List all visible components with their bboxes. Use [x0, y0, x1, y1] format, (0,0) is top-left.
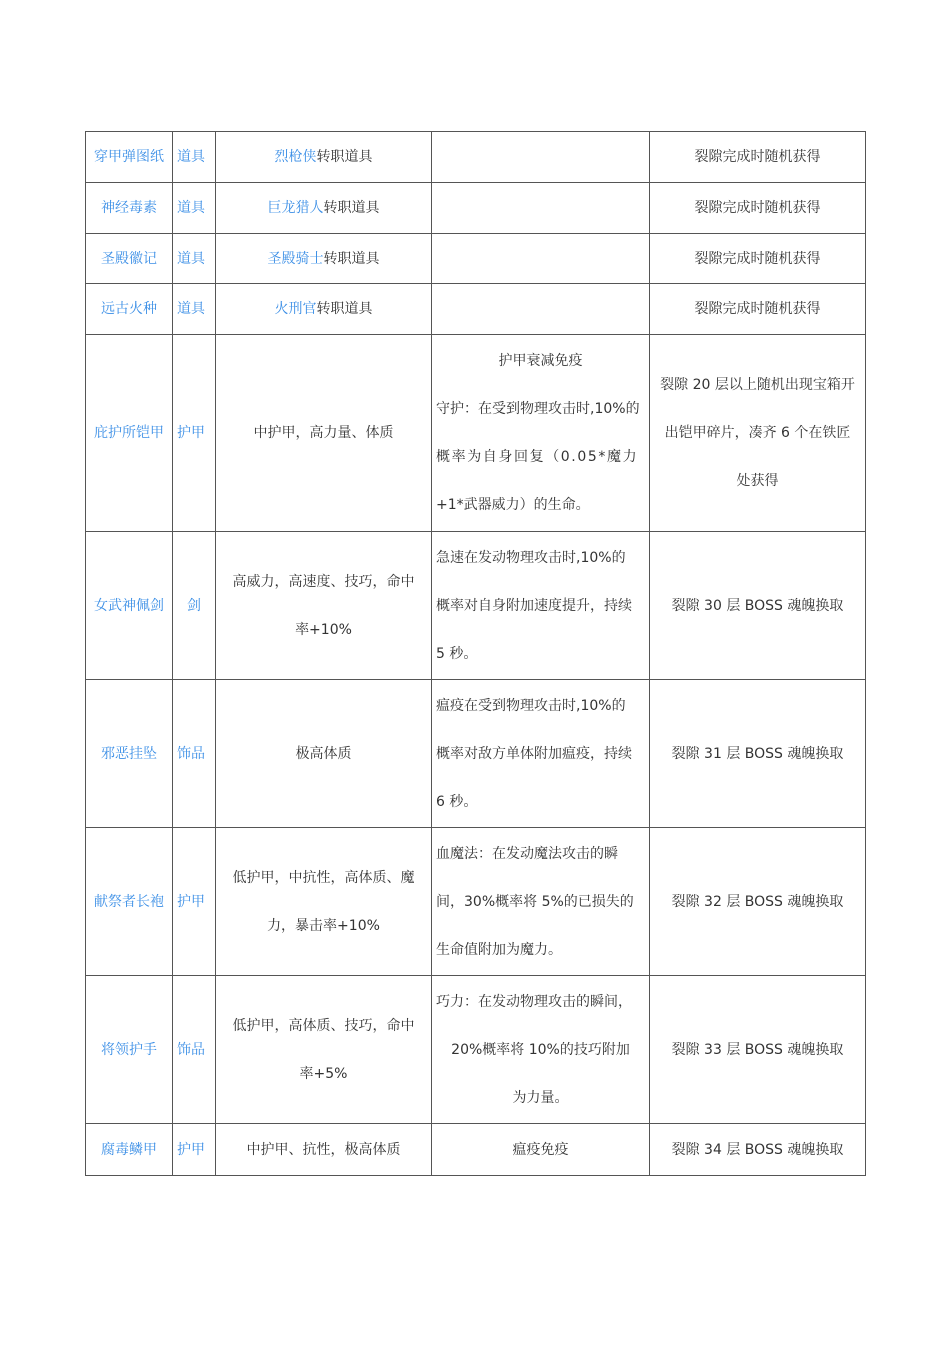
- item-effect-cell: [432, 532, 650, 680]
- source-line: 出铠甲碎片，凑齐 6 个在铁匠: [664, 425, 851, 441]
- item-name-cell[interactable]: [86, 234, 173, 284]
- attr-text: 转职道具: [316, 301, 373, 317]
- item-attr-cell: [216, 532, 432, 680]
- attr-line: 高威力，高速度、技巧，命中: [232, 573, 415, 590]
- item-type-link[interactable]: 护甲: [177, 1141, 205, 1158]
- item-type-link[interactable]: 道具: [177, 301, 205, 317]
- item-name-cell[interactable]: [86, 284, 173, 335]
- source-text: 裂隙完成时随机获得: [694, 200, 821, 216]
- item-attr-cell: [216, 335, 432, 532]
- item-source-cell: [650, 976, 866, 1124]
- item-name-link[interactable]: 圣殿徽记: [101, 250, 157, 267]
- item-source-cell: [650, 828, 866, 976]
- item-name-link[interactable]: 腐毒鳞甲: [101, 1141, 157, 1158]
- attr-text: 中护甲、抗性，极高体质: [246, 1141, 401, 1158]
- attr-text: 转职道具: [323, 250, 380, 267]
- attr-line: 低护甲，中抗性，高体质、魔: [232, 869, 415, 886]
- effect-line: 6 秒。: [436, 793, 478, 810]
- attr-line: 率+5%: [299, 1065, 348, 1082]
- effect-line: 守护：在受到物理攻击时,10%的: [436, 401, 640, 417]
- table-row: [86, 335, 866, 532]
- source-line: 处获得: [736, 473, 779, 489]
- table-row: [86, 132, 866, 183]
- source-text: 裂隙 34 层 BOSS 魂魄换取: [671, 1141, 844, 1158]
- attr-line: 中护甲，高力量、体质: [253, 425, 394, 441]
- source-text: 裂隙 32 层 BOSS 魂魄换取: [671, 893, 844, 910]
- item-name-link[interactable]: 神经毒素: [101, 200, 157, 216]
- item-source-cell: [650, 234, 866, 284]
- item-source-cell: [650, 1124, 866, 1176]
- item-type-cell[interactable]: [173, 335, 216, 532]
- attr-line: 率+10%: [295, 621, 352, 638]
- source-text: 裂隙 30 层 BOSS 魂魄换取: [671, 597, 844, 614]
- item-type-cell[interactable]: [173, 976, 216, 1124]
- item-effect-cell: [432, 335, 650, 532]
- item-source-cell: [650, 680, 866, 828]
- effect-line: 急速在发动物理攻击时,10%的: [436, 549, 626, 566]
- item-attr-cell: [216, 284, 432, 335]
- item-effect-cell: [432, 132, 650, 183]
- item-attr-cell: [216, 234, 432, 284]
- effect-line: 为力量。: [512, 1089, 569, 1106]
- table-row: [86, 976, 866, 1124]
- item-name-link[interactable]: 庇护所铠甲: [94, 425, 164, 441]
- item-attr-cell: [216, 183, 432, 234]
- item-attr-cell: [216, 976, 432, 1124]
- table-row: [86, 183, 866, 234]
- item-type-cell[interactable]: [173, 183, 216, 234]
- item-name-link[interactable]: 女武神佩剑: [94, 597, 164, 614]
- effect-line: 血魔法：在发动魔法攻击的瞬: [436, 845, 618, 862]
- source-text: 裂隙 33 层 BOSS 魂魄换取: [671, 1041, 844, 1058]
- item-name-link[interactable]: 邪恶挂坠: [101, 745, 157, 762]
- equipment-table: [85, 131, 866, 1176]
- item-attr-cell: [216, 132, 432, 183]
- item-effect-cell: [432, 680, 650, 828]
- item-source-cell: [650, 132, 866, 183]
- item-type-link[interactable]: 饰品: [177, 1041, 205, 1058]
- effect-line: 间，30%概率将 5%的已损失的: [436, 893, 634, 910]
- item-type-cell[interactable]: [173, 284, 216, 335]
- item-type-link[interactable]: 护甲: [177, 893, 205, 910]
- item-source-cell: [650, 335, 866, 532]
- effect-title: 护甲衰减免疫: [498, 353, 583, 369]
- effect-line: 瘟疫在受到物理攻击时,10%的: [436, 697, 626, 714]
- item-type-cell[interactable]: [173, 1124, 216, 1176]
- item-name-cell[interactable]: [86, 1124, 173, 1176]
- item-type-cell[interactable]: [173, 680, 216, 828]
- item-name-cell[interactable]: [86, 183, 173, 234]
- table-row: [86, 284, 866, 335]
- attr-text: 转职道具: [316, 149, 373, 165]
- table-row: [86, 1124, 866, 1176]
- item-type-cell[interactable]: [173, 132, 216, 183]
- class-link[interactable]: 烈枪侠: [274, 149, 317, 165]
- effect-line: 概率为自身回复（0.05*魔力: [436, 449, 639, 465]
- item-name-cell[interactable]: [86, 828, 173, 976]
- item-source-cell: [650, 532, 866, 680]
- item-effect-cell: [432, 284, 650, 335]
- effect-line: 概率对敌方单体附加瘟疫，持续: [436, 745, 632, 762]
- source-text: 裂隙完成时随机获得: [694, 301, 821, 317]
- item-type-cell[interactable]: [173, 828, 216, 976]
- attr-text: 转职道具: [323, 200, 380, 216]
- effect-line: 生命值附加为魔力。: [436, 941, 562, 958]
- item-effect-cell: [432, 976, 650, 1124]
- item-effect-cell: [432, 183, 650, 234]
- item-type-cell[interactable]: [173, 234, 216, 284]
- table-row: [86, 828, 866, 976]
- item-effect-cell: [432, 234, 650, 284]
- class-link[interactable]: 圣殿骑士: [267, 250, 324, 267]
- item-name-cell[interactable]: [86, 680, 173, 828]
- class-link[interactable]: 巨龙猎人: [267, 200, 324, 216]
- item-type-cell[interactable]: [173, 532, 216, 680]
- item-name-link[interactable]: 献祭者长袍: [94, 893, 164, 910]
- item-type-link[interactable]: 饰品: [177, 745, 205, 762]
- attr-text: 极高体质: [295, 745, 352, 762]
- effect-text: 瘟疫免疫: [512, 1141, 569, 1158]
- source-line: 裂隙 20 层以上随机出现宝箱开: [660, 377, 855, 393]
- table-row: [86, 234, 866, 284]
- item-attr-cell: [216, 1124, 432, 1176]
- item-type-link[interactable]: 道具: [177, 250, 205, 267]
- item-name-link[interactable]: 将领护手: [101, 1041, 157, 1058]
- source-text: 裂隙完成时随机获得: [694, 250, 821, 267]
- effect-line: +1*武器威力）的生命。: [436, 497, 590, 513]
- item-name-cell[interactable]: [86, 132, 173, 183]
- source-text: 裂隙 31 层 BOSS 魂魄换取: [671, 745, 844, 762]
- item-type-link[interactable]: 道具: [177, 200, 205, 216]
- effect-line: 5 秒。: [436, 645, 478, 662]
- item-type-link[interactable]: 剑: [187, 597, 201, 614]
- item-source-cell: [650, 183, 866, 234]
- item-name-cell[interactable]: [86, 976, 173, 1124]
- effect-line: 巧力：在发动物理攻击的瞬间，: [436, 993, 632, 1010]
- class-link[interactable]: 火刑官: [274, 301, 317, 317]
- item-attr-cell: [216, 680, 432, 828]
- item-attr-cell: [216, 828, 432, 976]
- item-type-link[interactable]: 护甲: [177, 425, 205, 441]
- item-effect-cell: [432, 1124, 650, 1176]
- item-source-cell: [650, 284, 866, 335]
- source-text: 裂隙完成时随机获得: [694, 149, 821, 165]
- effect-line: 20%概率将 10%的技巧附加: [451, 1041, 630, 1058]
- item-type-link[interactable]: 道具: [177, 149, 205, 165]
- item-name-link[interactable]: 穿甲弹图纸: [94, 149, 164, 165]
- table-row: [86, 532, 866, 680]
- table-row: [86, 680, 866, 828]
- attr-line: 力，暴击率+10%: [267, 917, 380, 934]
- item-effect-cell: [432, 828, 650, 976]
- effect-line: 概率对自身附加速度提升，持续: [436, 597, 632, 614]
- item-name-cell[interactable]: [86, 335, 173, 532]
- attr-line: 低护甲，高体质、技巧，命中: [232, 1017, 415, 1034]
- item-name-cell[interactable]: [86, 532, 173, 680]
- item-name-link[interactable]: 远古火种: [101, 301, 157, 317]
